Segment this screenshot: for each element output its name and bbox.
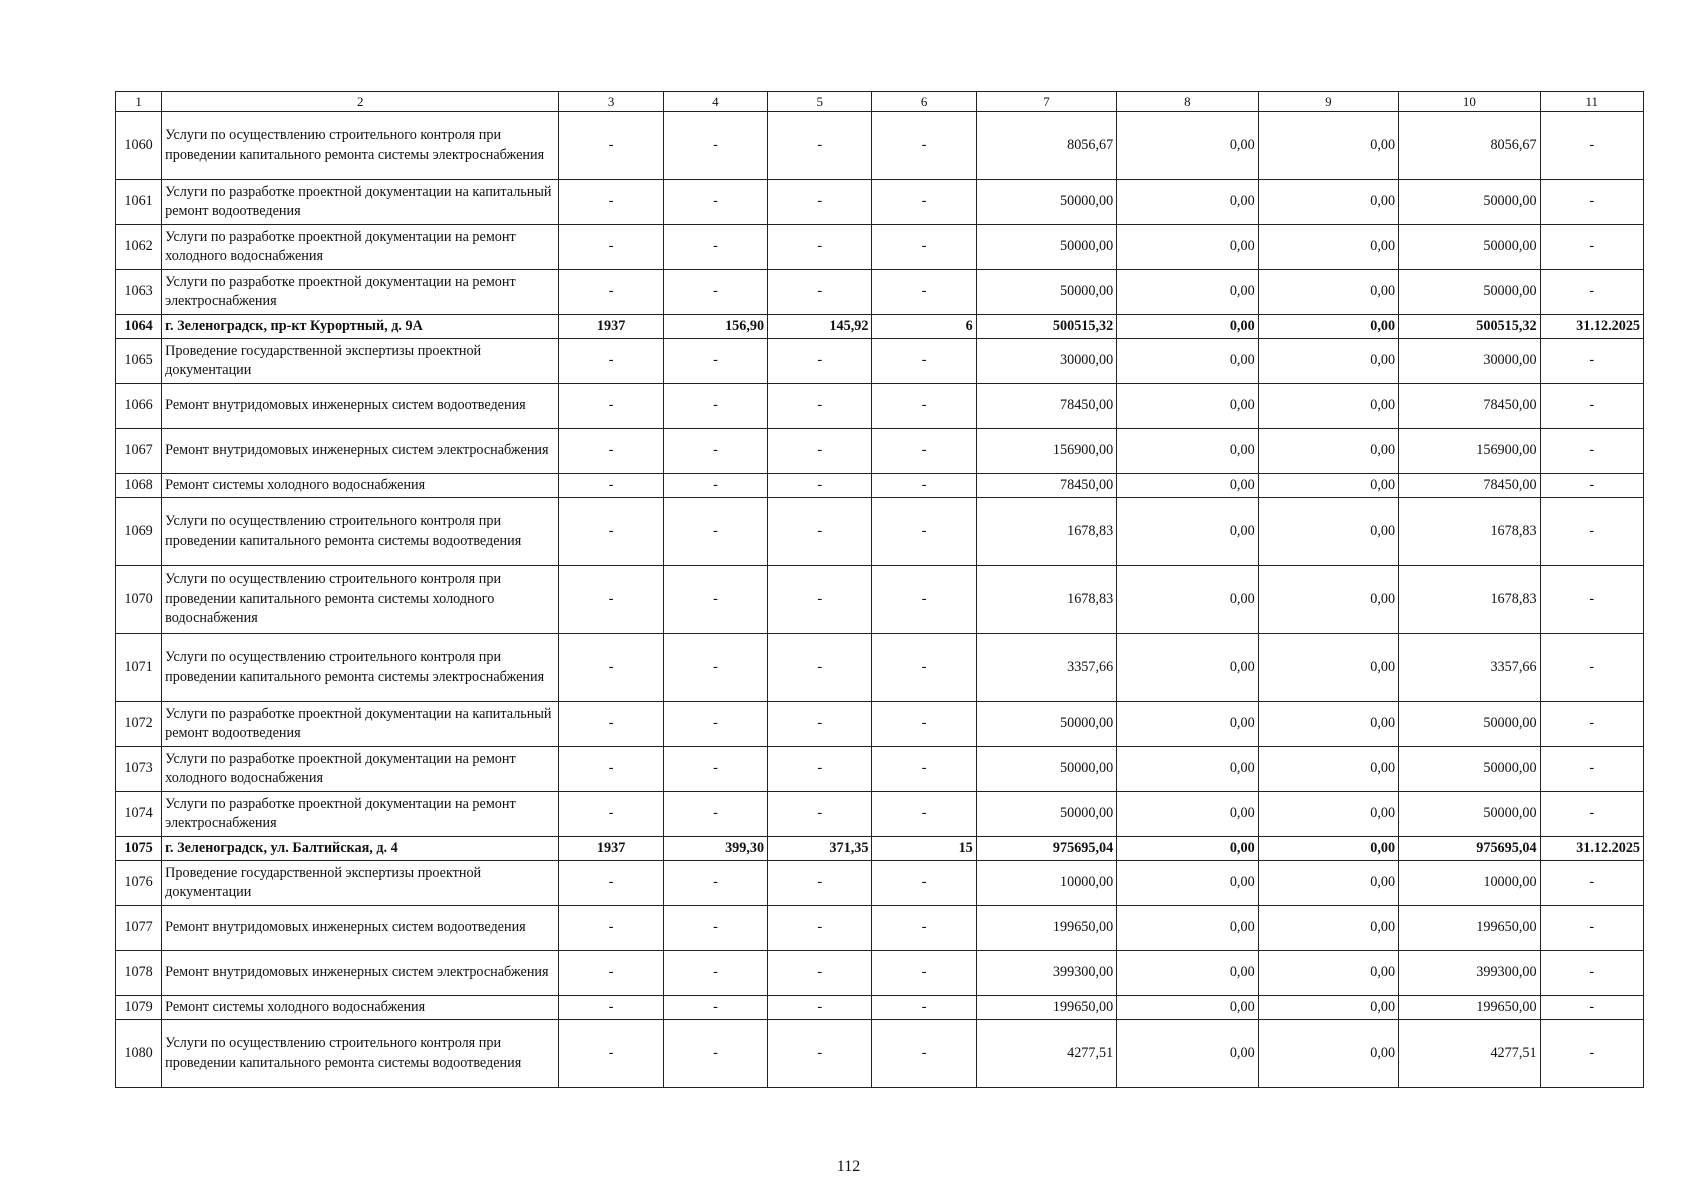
document-page — [115, 91, 1644, 1088]
area-total-cell: - — [663, 861, 767, 906]
work-name-cell: Ремонт внутридомовых инженерных систем электроснабжения — [162, 429, 559, 474]
cost-total-cell: 10000,00 — [976, 861, 1116, 906]
work-name-cell: Услуги по разработке проектной документации на ремонт холодного водоснабжения — [162, 225, 559, 270]
area-total-cell: 156,90 — [663, 315, 767, 339]
residents-cell: - — [872, 747, 976, 792]
area-total-cell: - — [663, 747, 767, 792]
year-cell: - — [559, 792, 663, 837]
fund-cell: 78450,00 — [1399, 384, 1540, 429]
deadline-cell: - — [1540, 951, 1643, 996]
cost-total-cell: 500515,32 — [976, 315, 1116, 339]
funding-cell: 0,00 — [1258, 384, 1398, 429]
area-total-cell: - — [663, 996, 767, 1020]
deadline-cell: - — [1540, 747, 1643, 792]
fund-cell: 50000,00 — [1399, 702, 1540, 747]
table-row — [116, 837, 1644, 861]
area-living-cell: - — [768, 566, 872, 634]
funding-cell: 0,00 — [1258, 339, 1398, 384]
area-living-cell: 145,92 — [768, 315, 872, 339]
row-number-cell: 1077 — [116, 906, 162, 951]
funding-cell: 0,00 — [1117, 996, 1258, 1020]
area-living-cell: - — [768, 634, 872, 702]
work-name-cell: Услуги по осуществлению строительного контроля при проведении капитального ремонта системы холодного водоснабжения — [162, 566, 559, 634]
residents-cell: - — [872, 702, 976, 747]
row-number-cell: 1072 — [116, 702, 162, 747]
table-row — [116, 566, 1644, 634]
funding-cell: 0,00 — [1117, 702, 1258, 747]
work-name-cell: Ремонт внутридомовых инженерных систем водоотведения — [162, 384, 559, 429]
funding-cell: 0,00 — [1117, 180, 1258, 225]
funding-cell: 0,00 — [1117, 861, 1258, 906]
row-number-cell: 1067 — [116, 429, 162, 474]
area-total-cell: 399,30 — [663, 837, 767, 861]
area-living-cell: - — [768, 339, 872, 384]
work-name-cell: Ремонт системы холодного водоснабжения — [162, 996, 559, 1020]
row-number-cell: 1066 — [116, 384, 162, 429]
table-row — [116, 996, 1644, 1020]
deadline-cell: - — [1540, 702, 1643, 747]
area-total-cell: - — [663, 180, 767, 225]
column-number-header-row — [116, 92, 1644, 112]
residents-cell: - — [872, 1020, 976, 1088]
cost-total-cell: 199650,00 — [976, 996, 1116, 1020]
table-row — [116, 474, 1644, 498]
table-row — [116, 861, 1644, 906]
funding-cell: 0,00 — [1258, 180, 1398, 225]
row-number-cell: 1065 — [116, 339, 162, 384]
area-living-cell: 371,35 — [768, 837, 872, 861]
column-header: 9 — [1258, 92, 1398, 112]
row-number-cell: 1068 — [116, 474, 162, 498]
cost-total-cell: 199650,00 — [976, 906, 1116, 951]
residents-cell: - — [872, 180, 976, 225]
year-cell: - — [559, 384, 663, 429]
cost-total-cell: 78450,00 — [976, 474, 1116, 498]
funding-cell: 0,00 — [1258, 474, 1398, 498]
deadline-cell: - — [1540, 566, 1643, 634]
row-number-cell: 1076 — [116, 861, 162, 906]
deadline-cell: 31.12.2025 — [1540, 315, 1643, 339]
table-row — [116, 498, 1644, 566]
row-number-cell: 1080 — [116, 1020, 162, 1088]
row-number-cell: 1071 — [116, 634, 162, 702]
funding-cell: 0,00 — [1117, 951, 1258, 996]
area-living-cell: - — [768, 1020, 872, 1088]
cost-total-cell: 1678,83 — [976, 566, 1116, 634]
deadline-cell: - — [1540, 498, 1643, 566]
residents-cell: - — [872, 339, 976, 384]
year-cell: - — [559, 498, 663, 566]
work-name-cell: Ремонт внутридомовых инженерных систем электроснабжения — [162, 951, 559, 996]
residents-cell: 15 — [872, 837, 976, 861]
row-number-cell: 1070 — [116, 566, 162, 634]
residents-cell: - — [872, 429, 976, 474]
funding-cell: 0,00 — [1258, 225, 1398, 270]
row-number-cell: 1069 — [116, 498, 162, 566]
column-header: 11 — [1540, 92, 1643, 112]
table-row — [116, 315, 1644, 339]
funding-cell: 0,00 — [1117, 634, 1258, 702]
residents-cell: - — [872, 225, 976, 270]
fund-cell: 8056,67 — [1399, 112, 1540, 180]
fund-cell: 78450,00 — [1399, 474, 1540, 498]
fund-cell: 4277,51 — [1399, 1020, 1540, 1088]
cost-total-cell: 78450,00 — [976, 384, 1116, 429]
work-name-cell: Услуги по осуществлению строительного контроля при проведении капитального ремонта системы электроснабжения — [162, 634, 559, 702]
table-body — [116, 92, 1644, 1088]
funding-cell: 0,00 — [1258, 996, 1398, 1020]
area-total-cell: - — [663, 566, 767, 634]
table-row — [116, 702, 1644, 747]
table-row — [116, 339, 1644, 384]
funding-cell: 0,00 — [1117, 270, 1258, 315]
area-total-cell: - — [663, 225, 767, 270]
area-total-cell: - — [663, 792, 767, 837]
year-cell: - — [559, 702, 663, 747]
year-cell: - — [559, 906, 663, 951]
column-header: 8 — [1117, 92, 1258, 112]
funding-cell: 0,00 — [1117, 225, 1258, 270]
table-row — [116, 747, 1644, 792]
area-total-cell: - — [663, 112, 767, 180]
year-cell: 1937 — [559, 837, 663, 861]
area-living-cell: - — [768, 996, 872, 1020]
residents-cell: - — [872, 951, 976, 996]
residents-cell: 6 — [872, 315, 976, 339]
cost-total-cell: 156900,00 — [976, 429, 1116, 474]
work-name-cell: Проведение государственной экспертизы проектной документации — [162, 861, 559, 906]
year-cell: 1937 — [559, 315, 663, 339]
work-name-cell: Услуги по осуществлению строительного контроля при проведении капитального ремонта системы водоотведения — [162, 1020, 559, 1088]
year-cell: - — [559, 112, 663, 180]
residents-cell: - — [872, 384, 976, 429]
deadline-cell: - — [1540, 112, 1643, 180]
column-header: 6 — [872, 92, 976, 112]
work-name-cell: Услуги по разработке проектной документации на ремонт электроснабжения — [162, 792, 559, 837]
deadline-cell: - — [1540, 996, 1643, 1020]
deadline-cell: - — [1540, 429, 1643, 474]
table-row — [116, 1020, 1644, 1088]
deadline-cell: - — [1540, 792, 1643, 837]
funding-cell: 0,00 — [1117, 112, 1258, 180]
area-living-cell: - — [768, 474, 872, 498]
year-cell: - — [559, 566, 663, 634]
funding-cell: 0,00 — [1258, 270, 1398, 315]
funding-cell: 0,00 — [1117, 315, 1258, 339]
funding-cell: 0,00 — [1258, 498, 1398, 566]
funding-cell: 0,00 — [1117, 747, 1258, 792]
year-cell: - — [559, 1020, 663, 1088]
deadline-cell: - — [1540, 180, 1643, 225]
fund-cell: 50000,00 — [1399, 747, 1540, 792]
fund-cell: 1678,83 — [1399, 566, 1540, 634]
area-living-cell: - — [768, 384, 872, 429]
year-cell: - — [559, 474, 663, 498]
row-number-cell: 1063 — [116, 270, 162, 315]
area-total-cell: - — [663, 384, 767, 429]
area-total-cell: - — [663, 270, 767, 315]
cost-total-cell: 1678,83 — [976, 498, 1116, 566]
fund-cell: 399300,00 — [1399, 951, 1540, 996]
residents-cell: - — [872, 270, 976, 315]
cost-total-cell: 50000,00 — [976, 792, 1116, 837]
fund-cell: 156900,00 — [1399, 429, 1540, 474]
area-living-cell: - — [768, 180, 872, 225]
column-header: 2 — [162, 92, 559, 112]
table-row — [116, 270, 1644, 315]
column-header: 4 — [663, 92, 767, 112]
table-row — [116, 951, 1644, 996]
area-total-cell: - — [663, 906, 767, 951]
funding-cell: 0,00 — [1258, 906, 1398, 951]
year-cell: - — [559, 747, 663, 792]
table-row — [116, 792, 1644, 837]
year-cell: - — [559, 180, 663, 225]
column-header: 10 — [1399, 92, 1540, 112]
residents-cell: - — [872, 498, 976, 566]
year-cell: - — [559, 996, 663, 1020]
funding-cell: 0,00 — [1258, 861, 1398, 906]
area-living-cell: - — [768, 429, 872, 474]
funding-cell: 0,00 — [1258, 634, 1398, 702]
cost-total-cell: 50000,00 — [976, 270, 1116, 315]
cost-total-cell: 4277,51 — [976, 1020, 1116, 1088]
funding-cell: 0,00 — [1117, 474, 1258, 498]
area-living-cell: - — [768, 951, 872, 996]
funding-cell: 0,00 — [1258, 315, 1398, 339]
funding-cell: 0,00 — [1258, 1020, 1398, 1088]
cost-total-cell: 50000,00 — [976, 702, 1116, 747]
row-number-cell: 1060 — [116, 112, 162, 180]
work-name-cell: Услуги по осуществлению строительного контроля при проведении капитального ремонта системы электроснабжения — [162, 112, 559, 180]
deadline-cell: - — [1540, 384, 1643, 429]
column-header: 5 — [768, 92, 872, 112]
deadline-cell: - — [1540, 270, 1643, 315]
funding-cell: 0,00 — [1258, 112, 1398, 180]
fund-cell: 50000,00 — [1399, 270, 1540, 315]
year-cell: - — [559, 339, 663, 384]
area-total-cell: - — [663, 339, 767, 384]
row-number-cell: 1075 — [116, 837, 162, 861]
residents-cell: - — [872, 906, 976, 951]
table-row — [116, 180, 1644, 225]
work-name-cell: Услуги по разработке проектной документации на ремонт электроснабжения — [162, 270, 559, 315]
column-header: 3 — [559, 92, 663, 112]
deadline-cell: 31.12.2025 — [1540, 837, 1643, 861]
cost-total-cell: 3357,66 — [976, 634, 1116, 702]
residents-cell: - — [872, 861, 976, 906]
page-number: 112 — [836, 1158, 861, 1175]
column-header: 7 — [976, 92, 1116, 112]
funding-cell: 0,00 — [1117, 1020, 1258, 1088]
year-cell: - — [559, 634, 663, 702]
deadline-cell: - — [1540, 861, 1643, 906]
residents-cell: - — [872, 634, 976, 702]
funding-cell: 0,00 — [1117, 566, 1258, 634]
funding-cell: 0,00 — [1258, 747, 1398, 792]
fund-cell: 10000,00 — [1399, 861, 1540, 906]
cost-total-cell: 30000,00 — [976, 339, 1116, 384]
work-name-cell: Услуги по разработке проектной документации на капитальный ремонт водоотведения — [162, 702, 559, 747]
row-number-cell: 1078 — [116, 951, 162, 996]
area-living-cell: - — [768, 225, 872, 270]
cost-total-cell: 975695,04 — [976, 837, 1116, 861]
work-name-cell: г. Зеленоградск, пр-кт Курортный, д. 9А — [162, 315, 559, 339]
funding-cell: 0,00 — [1258, 837, 1398, 861]
fund-cell: 50000,00 — [1399, 792, 1540, 837]
row-number-cell: 1074 — [116, 792, 162, 837]
work-name-cell: Услуги по разработке проектной документации на капитальный ремонт водоотведения — [162, 180, 559, 225]
funding-cell: 0,00 — [1117, 906, 1258, 951]
cost-total-cell: 50000,00 — [976, 747, 1116, 792]
funding-cell: 0,00 — [1117, 498, 1258, 566]
fund-cell: 3357,66 — [1399, 634, 1540, 702]
table-row — [116, 906, 1644, 951]
row-number-cell: 1079 — [116, 996, 162, 1020]
deadline-cell: - — [1540, 1020, 1643, 1088]
work-name-cell: г. Зеленоградск, ул. Балтийская, д. 4 — [162, 837, 559, 861]
funding-cell: 0,00 — [1258, 951, 1398, 996]
funding-cell: 0,00 — [1258, 429, 1398, 474]
funding-cell: 0,00 — [1258, 792, 1398, 837]
area-total-cell: - — [663, 429, 767, 474]
work-name-cell: Проведение государственной экспертизы проектной документации — [162, 339, 559, 384]
area-total-cell: - — [663, 498, 767, 566]
works-table — [115, 91, 1644, 1088]
work-name-cell: Услуги по осуществлению строительного контроля при проведении капитального ремонта системы водоотведения — [162, 498, 559, 566]
residents-cell: - — [872, 112, 976, 180]
area-total-cell: - — [663, 951, 767, 996]
funding-cell: 0,00 — [1258, 566, 1398, 634]
area-living-cell: - — [768, 861, 872, 906]
area-living-cell: - — [768, 112, 872, 180]
residents-cell: - — [872, 996, 976, 1020]
cost-total-cell: 50000,00 — [976, 225, 1116, 270]
table-row — [116, 429, 1644, 474]
row-number-cell: 1061 — [116, 180, 162, 225]
fund-cell: 500515,32 — [1399, 315, 1540, 339]
table-row — [116, 225, 1644, 270]
work-name-cell: Ремонт внутридомовых инженерных систем водоотведения — [162, 906, 559, 951]
year-cell: - — [559, 225, 663, 270]
year-cell: - — [559, 861, 663, 906]
residents-cell: - — [872, 474, 976, 498]
funding-cell: 0,00 — [1117, 792, 1258, 837]
area-total-cell: - — [663, 1020, 767, 1088]
row-number-cell: 1073 — [116, 747, 162, 792]
fund-cell: 199650,00 — [1399, 996, 1540, 1020]
table-row — [116, 112, 1644, 180]
area-total-cell: - — [663, 474, 767, 498]
table-row — [116, 634, 1644, 702]
fund-cell: 30000,00 — [1399, 339, 1540, 384]
work-name-cell: Ремонт системы холодного водоснабжения — [162, 474, 559, 498]
funding-cell: 0,00 — [1117, 429, 1258, 474]
cost-total-cell: 50000,00 — [976, 180, 1116, 225]
year-cell: - — [559, 951, 663, 996]
cost-total-cell: 399300,00 — [976, 951, 1116, 996]
area-living-cell: - — [768, 498, 872, 566]
fund-cell: 975695,04 — [1399, 837, 1540, 861]
cost-total-cell: 8056,67 — [976, 112, 1116, 180]
area-living-cell: - — [768, 792, 872, 837]
deadline-cell: - — [1540, 339, 1643, 384]
row-number-cell: 1064 — [116, 315, 162, 339]
funding-cell: 0,00 — [1258, 702, 1398, 747]
row-number-cell: 1062 — [116, 225, 162, 270]
deadline-cell: - — [1540, 474, 1643, 498]
fund-cell: 199650,00 — [1399, 906, 1540, 951]
funding-cell: 0,00 — [1117, 837, 1258, 861]
column-header: 1 — [116, 92, 162, 112]
area-living-cell: - — [768, 747, 872, 792]
deadline-cell: - — [1540, 906, 1643, 951]
area-living-cell: - — [768, 702, 872, 747]
area-total-cell: - — [663, 634, 767, 702]
deadline-cell: - — [1540, 634, 1643, 702]
table-row — [116, 384, 1644, 429]
fund-cell: 1678,83 — [1399, 498, 1540, 566]
year-cell: - — [559, 429, 663, 474]
work-name-cell: Услуги по разработке проектной документации на ремонт холодного водоснабжения — [162, 747, 559, 792]
residents-cell: - — [872, 792, 976, 837]
area-living-cell: - — [768, 906, 872, 951]
funding-cell: 0,00 — [1117, 339, 1258, 384]
area-total-cell: - — [663, 702, 767, 747]
funding-cell: 0,00 — [1117, 384, 1258, 429]
fund-cell: 50000,00 — [1399, 225, 1540, 270]
deadline-cell: - — [1540, 225, 1643, 270]
residents-cell: - — [872, 566, 976, 634]
fund-cell: 50000,00 — [1399, 180, 1540, 225]
year-cell: - — [559, 270, 663, 315]
area-living-cell: - — [768, 270, 872, 315]
